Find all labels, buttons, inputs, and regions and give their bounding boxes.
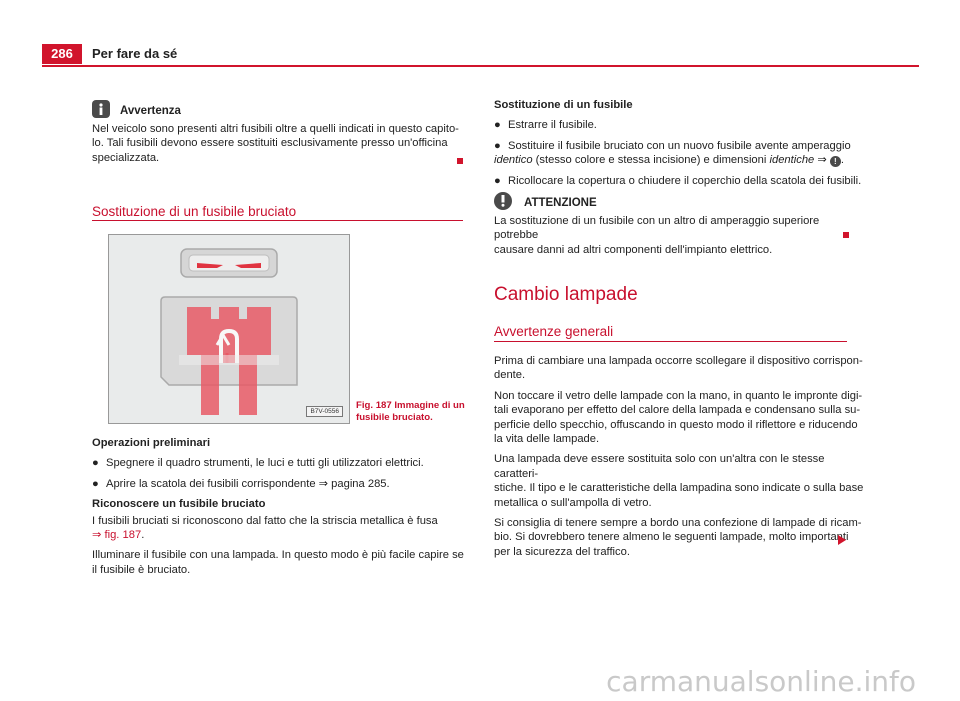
paragraph-line: dente. [494,369,526,382]
paragraph-line: la vita delle lampade. [494,433,600,446]
right-body-top [494,98,864,188]
list-item-text: Estrarre il fusibile. [508,119,597,132]
figure-caption [356,400,466,423]
list-item: ● Aprire la scatola dei fusibili corrispondente ⇒ pagina 285. [92,477,390,490]
attention-text-line: causare danni ad altri componenti dell'impianto elettrico. [494,243,773,256]
attention-title: ATTENZIONE [524,196,597,209]
info-icon [92,100,110,118]
warning-title: Avvertenza [120,104,181,117]
paragraph-line: tali evaporano per effetto del calore della lampada e condensano sulla su- [494,404,861,417]
left-body [92,436,467,577]
paragraph-line: Si consiglia di tenere sempre a bordo una confezione di lampade di ricam- [494,517,862,530]
next-page-arrow-icon[interactable] [838,535,846,545]
list-item-text: Ricollocare la copertura o chiudere il coperchio della scatola dei fusibili. [508,174,862,187]
warning-text-line: lo. Tali fusibili devono essere sostituiti esclusivamente presso un'officina [92,137,448,150]
paragraph-line: Prima di cambiare una lampada occorre scollegare il dispositivo corrispon- [494,355,863,367]
illuminate-text-line: Illuminare il fusibile con una lampada. In questo modo è più facile capire se [92,549,464,562]
section-title-fuse: Sostituzione di un fusibile bruciato [92,204,297,219]
paragraph-line: stiche. Il tipo e le caratteristiche della lampadina sono indicate o sulla base [494,482,864,495]
list-item-continuation: identico (stesso colore e stessa incisione) e dimensioni identiche ⇒ ! . [494,154,844,167]
figure-caption-line: Fig. 187 Immagine di un [356,400,465,411]
section-rule [494,341,847,342]
recognize-text-line: ⇒ fig. 187. [92,529,145,542]
recognize-text-line: I fusibili bruciati si riconoscono dal fatto che la striscia metallica è fusa [92,514,438,527]
paragraph-line: Una lampada deve essere sostituita solo con un'altra con le stesse caratteri- [494,453,825,480]
watermark: carmanualsonline.info [606,665,916,698]
paragraph-line: per la sicurezza del traffico. [494,545,630,558]
figure-code: B7V-0556 [306,406,343,417]
list-item: ● Sostituire il fusibile bruciato con un nuovo fusibile avente amperaggio [494,139,851,152]
chapter-title: Cambio lampade [494,284,638,305]
illuminate-text-line: il fusibile è bruciato. [92,563,191,576]
page-number: 286 [42,44,82,64]
end-marker [457,158,463,164]
recognize-heading: Riconoscere un fusibile bruciato [92,498,266,511]
figure-caption-line: fusibile bruciato. [356,411,433,423]
replace-heading: Sostituzione di un fusibile [494,99,633,111]
paragraph-line: bio. Si dovrebbero tenere almeno le seguenti lampade, molto importanti [494,531,849,544]
figure-link[interactable]: ⇒ fig. 187 [92,529,142,542]
blown-fuse-illustration [109,235,349,423]
end-marker [843,232,849,238]
list-item-text: Aprire la scatola dei fusibili corrispondente ⇒ pagina 285. [106,477,390,490]
attention-note [494,190,864,257]
warning-text-line: Nel veicolo sono presenti altri fusibili oltre a quelli indicati in questo capito- [92,123,459,135]
paragraph-line: metallica o sull'ampolla di vetro. [494,496,652,509]
section-rule [92,220,463,221]
list-item: ● Ricollocare la copertura o chiudere il coperchio della scatola dei fusibili. [494,174,862,187]
right-body-bottom [494,354,864,559]
attention-text-line: La sostituzione di un fusibile con un altro di amperaggio superiore potrebbe [494,215,820,242]
list-item-text: Sostituire il fusibile bruciato con un nuovo fusibile avente amperaggio [508,139,851,152]
list-item: ● Spegnere il quadro strumenti, le luci e tutti gli utilizzatori elettrici. [92,457,424,470]
section-title-general: Avvertenze generali [494,324,614,339]
paragraph-line: Non toccare il vetro delle lampade con la mano, in quanto le impronte digi- [494,389,863,402]
fuse-figure [108,234,350,424]
list-item: ● Estrarre il fusibile. [494,119,597,132]
paragraph-line: perficie dello specchio, offuscando in questo modo il riflettore e riducendo [494,418,858,431]
header-rule [42,65,919,67]
prelim-heading: Operazioni preliminari [92,437,211,449]
list-item-text: Spegnere il quadro strumenti, le luci e tutti gli utilizzatori elettrici. [106,457,424,470]
page-header-title: Per fare da sé [92,46,178,61]
warning-text-line: specializzata. [92,151,160,164]
warning-note [92,98,472,165]
warning-ref-icon[interactable]: ! [830,156,841,167]
attention-icon [494,192,512,210]
